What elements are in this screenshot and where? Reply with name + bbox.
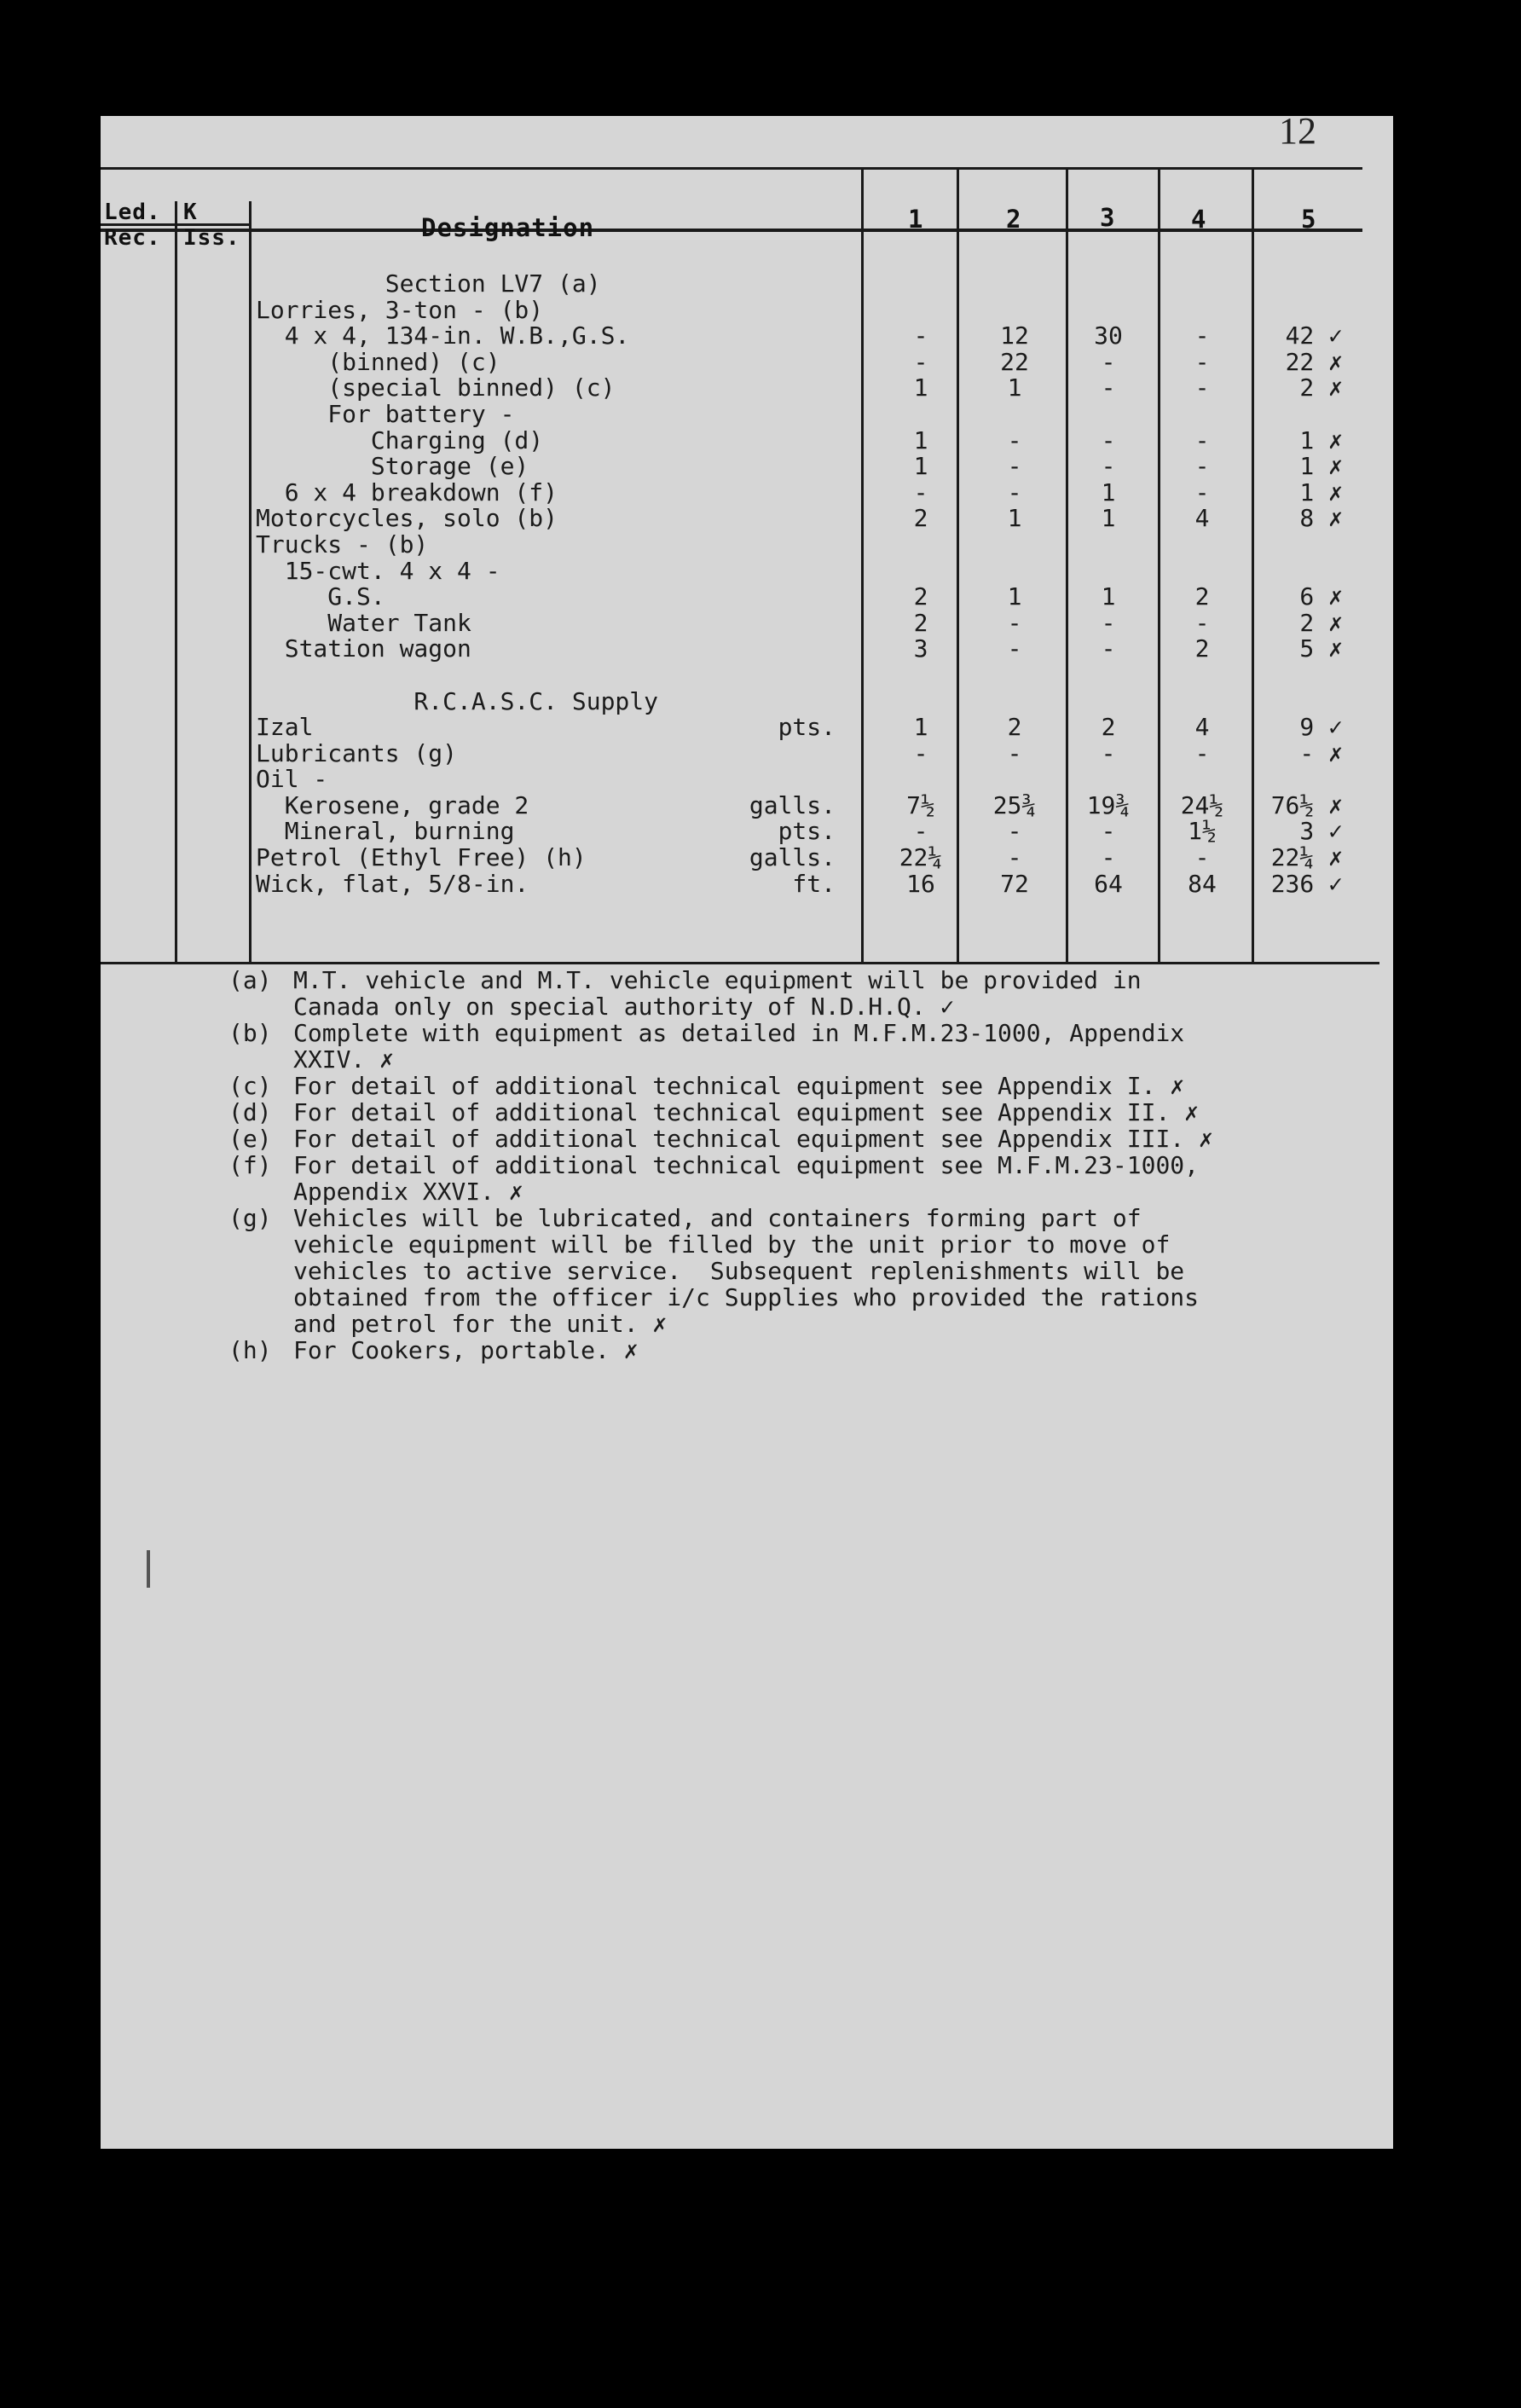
unit-cell: galls. xyxy=(749,790,836,819)
qty-col-3: - xyxy=(1101,608,1116,637)
table-row xyxy=(256,480,1398,506)
qty-col-5: - ✗ xyxy=(1299,738,1343,767)
designation-cell: Lorries, 3-ton - (b) xyxy=(256,295,544,324)
designation-cell: (binned) (c) xyxy=(256,347,500,376)
qty-col-4: 2 xyxy=(1194,634,1210,663)
qty-col-3: - xyxy=(1101,347,1116,376)
header-rec: Rec. xyxy=(104,225,161,251)
qty-col-1: - xyxy=(913,817,928,846)
qty-col-1: - xyxy=(913,347,928,376)
qty-col-2: - xyxy=(1007,817,1022,846)
qty-col-2: - xyxy=(1007,634,1022,663)
designation-cell: Wick, flat, 5/8-in. xyxy=(256,869,529,898)
footnote-label: (g) xyxy=(228,1204,272,1232)
qty-col-3: - xyxy=(1101,843,1116,872)
designation-cell: (special binned) (c) xyxy=(256,373,616,402)
designation-cell: Lubricants (g) xyxy=(256,738,458,767)
designation-cell: Izal xyxy=(256,713,314,742)
qty-col-4: 1½ xyxy=(1188,817,1217,846)
qty-col-2: - xyxy=(1007,478,1022,506)
qty-col-1: 7½ xyxy=(906,790,935,819)
footnote xyxy=(228,1152,1320,1205)
qty-col-1: - xyxy=(913,738,928,767)
qty-col-5: 8 ✗ xyxy=(1299,504,1343,533)
table-row xyxy=(256,790,1398,819)
qty-col-4: - xyxy=(1194,373,1210,402)
unit-cell: ft. xyxy=(792,869,836,898)
footnote xyxy=(228,1073,1320,1099)
footnote-label: (a) xyxy=(228,966,272,994)
designation-cell: R.C.A.S.C. Supply xyxy=(256,686,659,715)
col-rule-led xyxy=(175,201,177,962)
qty-col-4: - xyxy=(1194,843,1210,872)
table-row xyxy=(256,636,1398,663)
designation-cell: Water Tank xyxy=(256,608,471,637)
footnotes xyxy=(228,967,1320,1363)
table-row xyxy=(256,819,1398,845)
table-row xyxy=(256,663,1398,689)
designation-cell: Charging (d) xyxy=(256,425,544,454)
footnote-label: (e) xyxy=(228,1125,272,1153)
footnote xyxy=(228,1126,1320,1152)
qty-col-2: 2 xyxy=(1007,713,1022,742)
qty-col-4: - xyxy=(1194,452,1210,481)
qty-col-3: 30 xyxy=(1094,321,1123,350)
table-row xyxy=(256,375,1398,402)
scan-mark xyxy=(147,1550,150,1588)
table-row xyxy=(256,506,1398,532)
page-number: 12 xyxy=(1279,110,1316,152)
qty-col-3: 1 xyxy=(1101,582,1116,611)
table-row xyxy=(256,767,1398,793)
qty-col-1: 2 xyxy=(913,504,928,533)
unit-cell: pts. xyxy=(778,713,836,742)
qty-col-3: - xyxy=(1101,425,1116,454)
table-body xyxy=(256,271,1398,897)
qty-col-3: - xyxy=(1101,738,1116,767)
qty-col-5: 1 ✗ xyxy=(1299,478,1343,506)
qty-col-3: - xyxy=(1101,452,1116,481)
table-bottom-rule xyxy=(101,962,1379,964)
table-row xyxy=(256,323,1398,350)
qty-col-5: 6 ✗ xyxy=(1299,582,1343,611)
qty-col-2: - xyxy=(1007,608,1022,637)
table-row xyxy=(256,425,1398,454)
header-col-5: 5 xyxy=(1301,205,1317,234)
designation-cell: Petrol (Ethyl Free) (h) xyxy=(256,843,587,872)
qty-col-4: 4 xyxy=(1194,713,1210,742)
designation-cell: Section LV7 (a) xyxy=(256,269,601,298)
designation-cell: Motorcycles, solo (b) xyxy=(256,504,558,533)
qty-col-1: 1 xyxy=(913,452,928,481)
table-row xyxy=(256,871,1398,898)
qty-col-4: - xyxy=(1194,425,1210,454)
footnote-label: (c) xyxy=(228,1072,272,1100)
table-row xyxy=(256,399,1398,428)
qty-col-1: 2 xyxy=(913,582,928,611)
qty-col-2: 22 xyxy=(1000,347,1029,376)
unit-cell: pts. xyxy=(778,817,836,846)
unit-cell: galls. xyxy=(749,843,836,872)
qty-col-5: 1 ✗ xyxy=(1299,425,1343,454)
footnote-text: For detail of additional technical equipment see M.F.M.23-1000, Appendix XXVI. ✗ xyxy=(293,1151,1200,1206)
footnote xyxy=(228,1020,1320,1073)
footnote-text: For detail of additional technical equipment see Appendix III. ✗ xyxy=(293,1125,1213,1153)
designation-cell: 15-cwt. 4 x 4 - xyxy=(256,556,500,585)
header-bottom-rule xyxy=(101,229,1362,232)
footnote-label: (f) xyxy=(228,1151,272,1179)
designation-cell: Trucks - (b) xyxy=(256,530,429,559)
table-row xyxy=(256,532,1398,559)
qty-col-5: 1 ✗ xyxy=(1299,452,1343,481)
table-row xyxy=(256,454,1398,480)
designation-cell: For battery - xyxy=(256,399,515,428)
qty-col-4: 24½ xyxy=(1180,790,1224,819)
qty-col-1: 22¼ xyxy=(899,843,943,872)
qty-col-3: - xyxy=(1101,373,1116,402)
table-row xyxy=(256,715,1398,741)
qty-col-3: 1 xyxy=(1101,478,1116,506)
top-rule xyxy=(101,167,1362,170)
header-designation: Designation xyxy=(421,213,595,242)
footnote-label: (h) xyxy=(228,1336,272,1364)
table-row xyxy=(256,608,1398,637)
qty-col-2: 1 xyxy=(1007,582,1022,611)
qty-col-4: - xyxy=(1194,608,1210,637)
qty-col-5: 76½ ✗ xyxy=(1270,790,1343,819)
qty-col-1: 3 xyxy=(913,634,928,663)
qty-col-4: - xyxy=(1194,738,1210,767)
qty-col-5: 5 ✗ xyxy=(1299,634,1343,663)
footnote xyxy=(228,967,1320,1020)
footnote-label: (b) xyxy=(228,1019,272,1047)
qty-col-1: 1 xyxy=(913,425,928,454)
qty-col-5: 22¼ ✗ xyxy=(1270,843,1343,872)
table-row xyxy=(256,584,1398,611)
footnote-text: For detail of additional technical equipment see Appendix II. ✗ xyxy=(293,1098,1200,1126)
footnote xyxy=(228,1337,1320,1363)
qty-col-4: 2 xyxy=(1194,582,1210,611)
table-row xyxy=(256,347,1398,376)
qty-col-3: 2 xyxy=(1101,713,1116,742)
qty-col-3: - xyxy=(1101,634,1116,663)
qty-col-2: 72 xyxy=(1000,869,1029,898)
qty-col-1: - xyxy=(913,478,928,506)
qty-col-2: - xyxy=(1007,452,1022,481)
qty-col-1: 2 xyxy=(913,608,928,637)
qty-col-2: 25¾ xyxy=(992,790,1037,819)
header-led: Led. xyxy=(104,200,161,225)
header-col-2: 2 xyxy=(1006,205,1022,234)
qty-col-2: - xyxy=(1007,738,1022,767)
designation-cell: 4 x 4, 134-in. W.B.,G.S. xyxy=(256,321,630,350)
qty-col-2: 12 xyxy=(1000,321,1029,350)
qty-col-4: - xyxy=(1194,347,1210,376)
qty-col-1: 1 xyxy=(913,713,928,742)
designation-cell: 6 x 4 breakdown (f) xyxy=(256,478,558,506)
footnote-text: Vehicles will be lubricated, and containers forming part of vehicle equipment will be filled by the unit prior to move of vehicles to active service. Subsequent replenishments will be obtained from the officer i/c Supplies who provided the rations and petrol for the unit. ✗ xyxy=(293,1204,1200,1338)
qty-col-4: - xyxy=(1194,321,1210,350)
header-col-4: 4 xyxy=(1191,205,1207,234)
qty-col-3: - xyxy=(1101,817,1116,846)
qty-col-2: - xyxy=(1007,843,1022,872)
footnote-text: M.T. vehicle and M.T. vehicle equipment will be provided in Canada only on special authority of N.D.H.Q. ✓ xyxy=(293,966,1142,1021)
footnote-text: Complete with equipment as detailed in M.F.M.23-1000, Appendix XXIV. ✗ xyxy=(293,1019,1185,1074)
designation-cell: Mineral, burning xyxy=(256,817,515,846)
table-row xyxy=(256,556,1398,585)
header-col-1: 1 xyxy=(908,205,924,234)
footnote xyxy=(228,1099,1320,1126)
qty-col-2: 1 xyxy=(1007,504,1022,533)
qty-col-5: 236 ✓ xyxy=(1270,869,1343,898)
footnote-text: For detail of additional technical equipment see Appendix I. ✗ xyxy=(293,1072,1185,1100)
header-col-3: 3 xyxy=(1100,203,1116,232)
col-rule-iss xyxy=(249,201,252,962)
qty-col-1: 1 xyxy=(913,373,928,402)
designation-cell: G.S. xyxy=(256,582,385,611)
designation-cell: Oil - xyxy=(256,765,328,794)
qty-col-3: 64 xyxy=(1094,869,1123,898)
footnote xyxy=(228,1205,1320,1337)
header-ki: K xyxy=(183,200,198,225)
qty-col-5: 2 ✗ xyxy=(1299,608,1343,637)
qty-col-5: 42 ✓ xyxy=(1285,321,1343,350)
footnote-text: For Cookers, portable. ✗ xyxy=(293,1336,639,1364)
designation-cell: Kerosene, grade 2 xyxy=(256,790,529,819)
qty-col-2: - xyxy=(1007,425,1022,454)
qty-col-1: - xyxy=(913,321,928,350)
qty-col-4: 84 xyxy=(1188,869,1217,898)
header-iss: Iss. xyxy=(183,225,240,251)
designation-cell: Station wagon xyxy=(256,634,471,663)
qty-col-5: 9 ✓ xyxy=(1299,713,1343,742)
table-row xyxy=(256,686,1398,715)
table-row xyxy=(256,845,1398,871)
table-row xyxy=(256,295,1398,324)
footnote-label: (d) xyxy=(228,1098,272,1126)
qty-col-5: 22 ✗ xyxy=(1285,347,1343,376)
qty-col-3: 19¾ xyxy=(1086,790,1131,819)
qty-col-5: 3 ✓ xyxy=(1299,817,1343,846)
designation-cell: Storage (e) xyxy=(256,452,529,481)
qty-col-5: 2 ✗ xyxy=(1299,373,1343,402)
table-row xyxy=(256,271,1398,298)
qty-col-2: 1 xyxy=(1007,373,1022,402)
qty-col-4: - xyxy=(1194,478,1210,506)
qty-col-4: 4 xyxy=(1194,504,1210,533)
qty-col-1: 16 xyxy=(906,869,935,898)
table-row xyxy=(256,738,1398,767)
qty-col-3: 1 xyxy=(1101,504,1116,533)
